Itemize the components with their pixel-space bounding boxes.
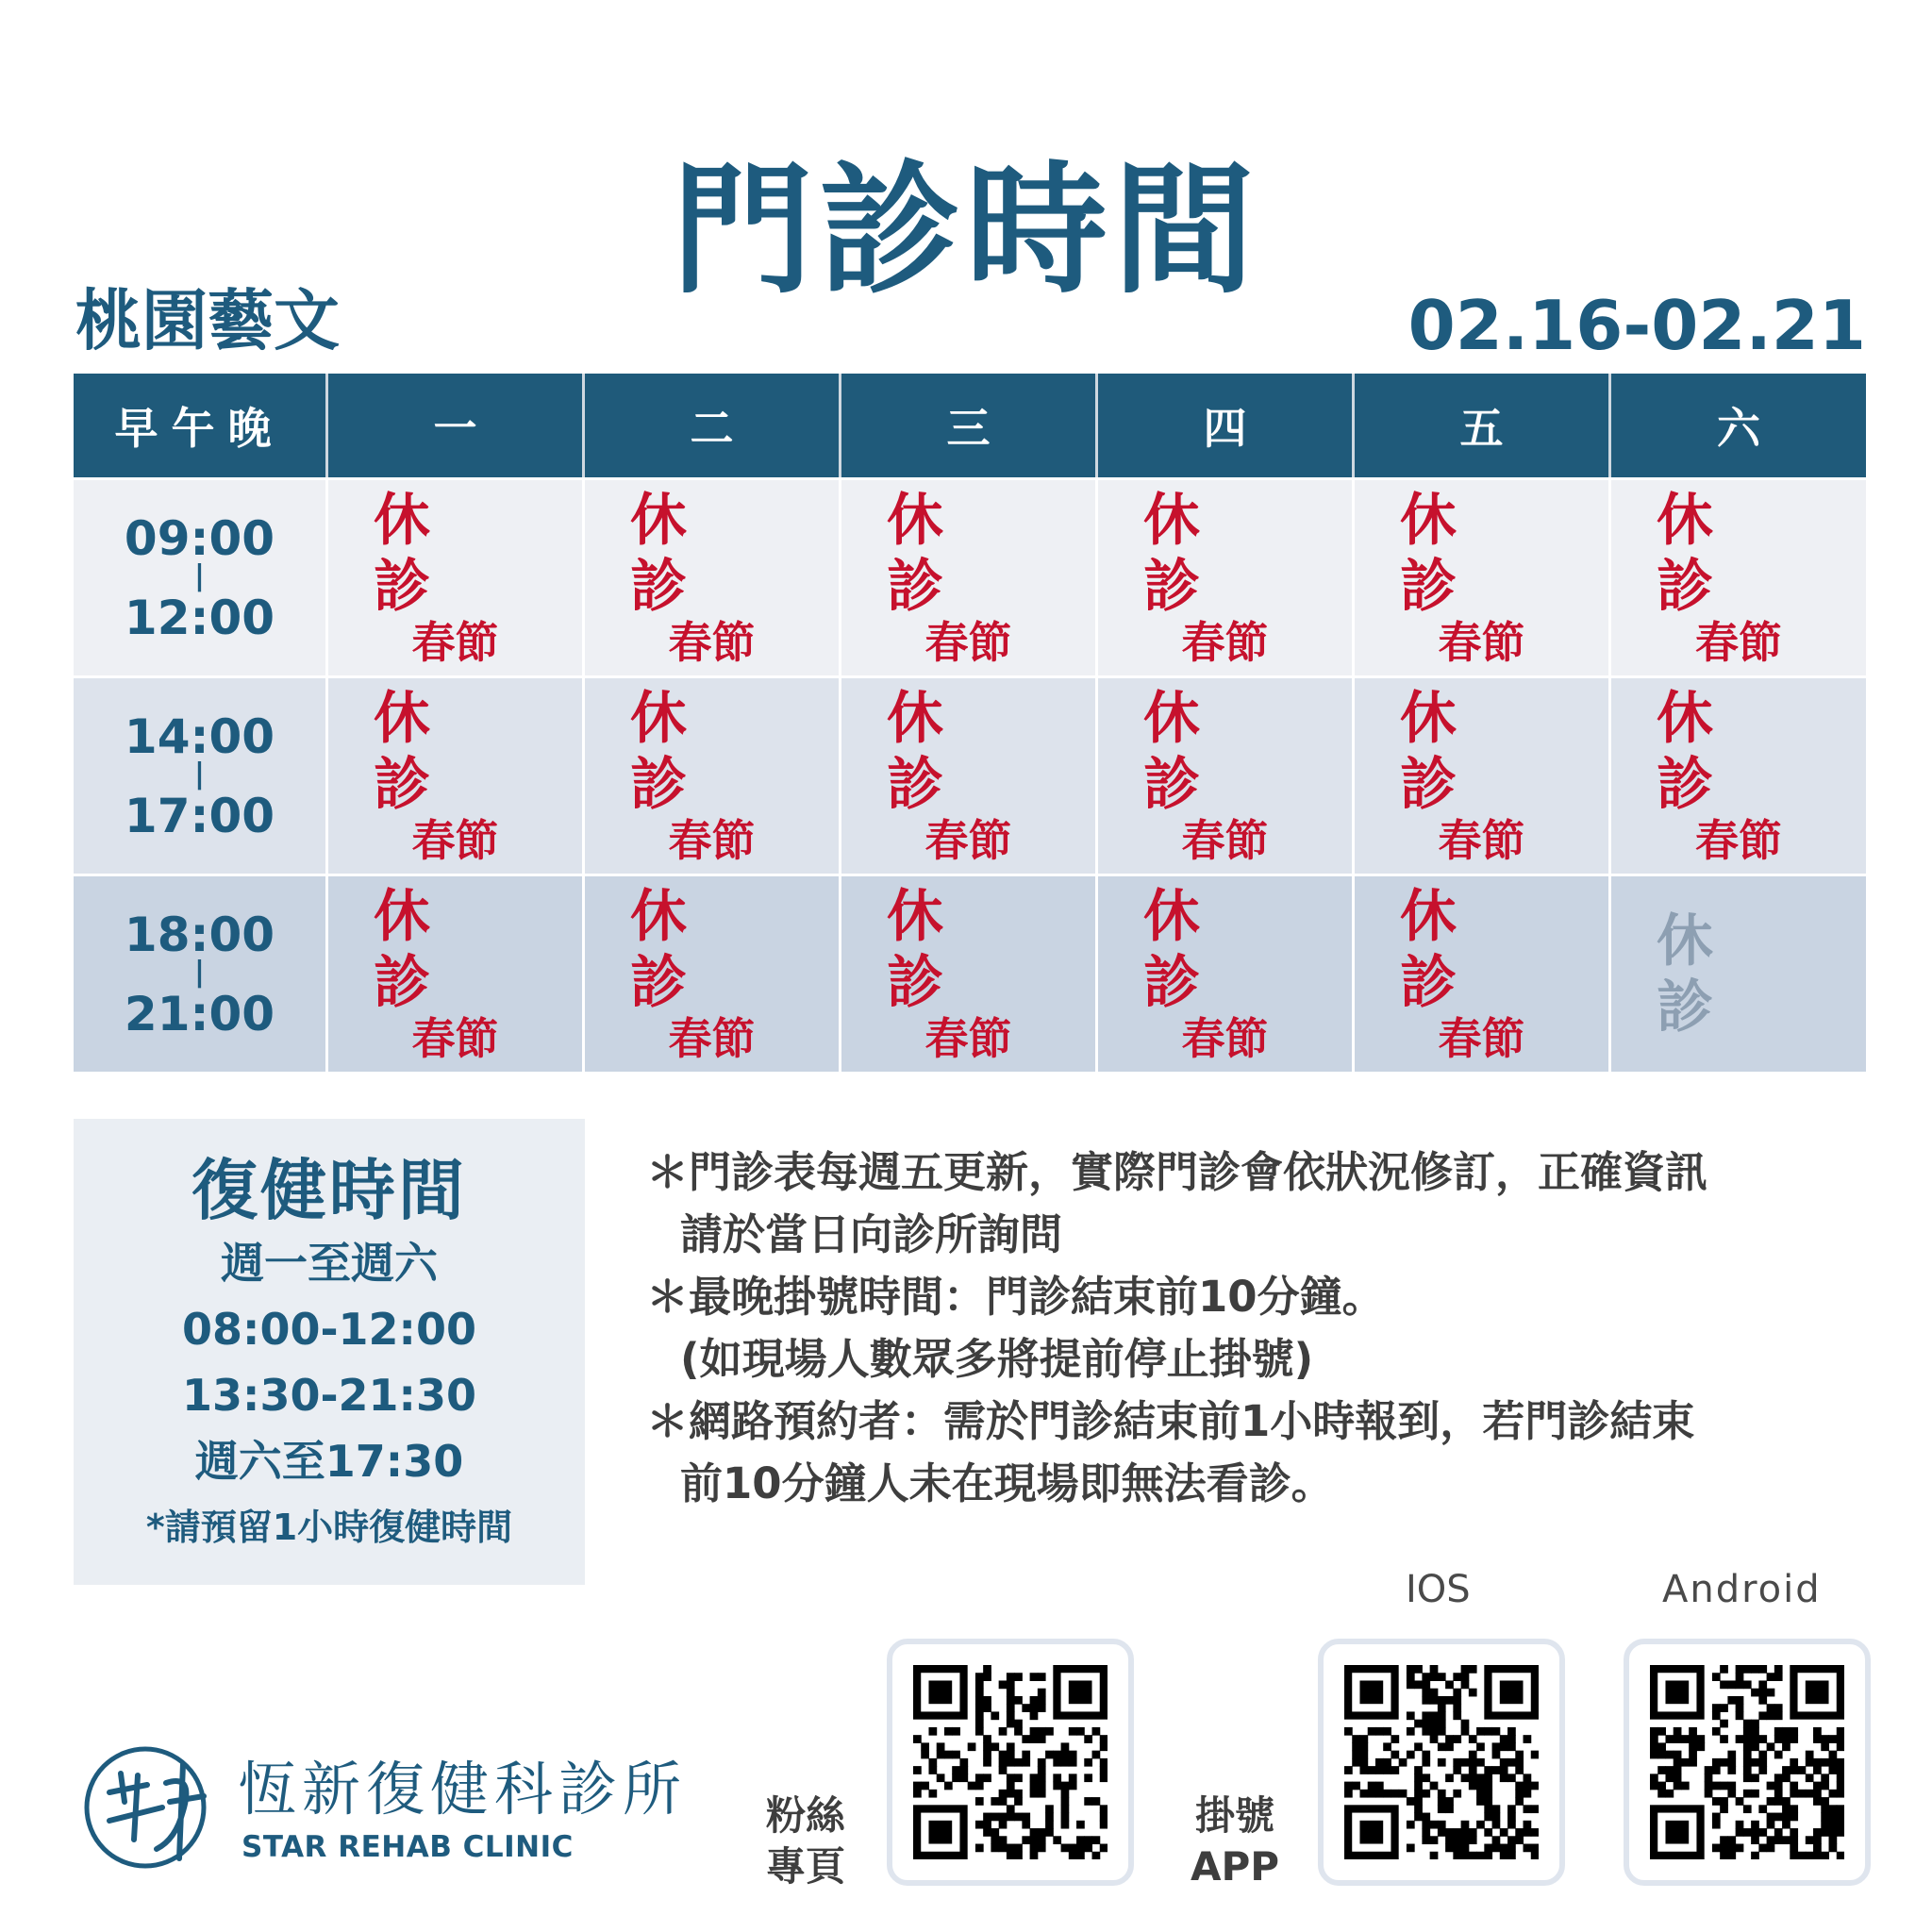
time-slot-cell xyxy=(74,477,328,675)
date-range: 02.16-02.21 xyxy=(1407,286,1866,365)
page-title: 門診時間 xyxy=(671,149,1260,313)
rehab-saturday-hours: 週六至17:30 xyxy=(194,1436,464,1487)
schedule-cell xyxy=(1611,675,1866,874)
schedule-cell xyxy=(585,477,841,675)
time-separator: | xyxy=(194,955,205,989)
schedule-cell xyxy=(1355,874,1611,1072)
schedule-table xyxy=(74,374,1866,1074)
notice-update: ＊門診表每週五更新，實際門診會依狀況修訂，正確資訊 xyxy=(646,1147,1708,1197)
fans-page-label: 粉絲 專頁 xyxy=(766,1792,846,1890)
closed-status: 休 診 xyxy=(1657,908,1758,1041)
time-separator: | xyxy=(194,558,205,592)
schedule-header-day: 一 xyxy=(328,374,585,477)
schedule-cell xyxy=(841,675,1098,874)
closure-reason: 春節 xyxy=(1181,616,1269,668)
clinic-name-en: STAR REHAB CLINIC xyxy=(242,1830,574,1864)
notice-online-booking: ＊網路預約者：需於門診結束前1小時報到，若門診結束 xyxy=(646,1396,1695,1446)
schedule-cell xyxy=(585,874,841,1072)
closed-status: 休 診 xyxy=(1400,685,1502,818)
rehab-note: *請預留1小時復健時間 xyxy=(145,1507,513,1548)
closed-status: 休 診 xyxy=(630,685,732,818)
branch-name: 桃園藝文 xyxy=(75,282,340,359)
schedule-header-day: 五 xyxy=(1355,374,1611,477)
time-start: 09:00 xyxy=(124,510,275,566)
clinic-logo-icon xyxy=(72,1736,223,1877)
closed-status: 休 診 xyxy=(1143,487,1245,620)
time-end: 12:00 xyxy=(124,590,275,645)
closed-status: 休 診 xyxy=(1657,685,1758,818)
closed-status: 休 診 xyxy=(374,883,475,1016)
closure-reason: 春節 xyxy=(668,814,756,866)
rehab-hours-box xyxy=(74,1119,585,1585)
schedule-header-day: 二 xyxy=(585,374,841,477)
schedule-header-period: 早午晚 xyxy=(74,374,328,477)
time-slot-label xyxy=(124,708,275,843)
closed-status: 休 診 xyxy=(1400,883,1502,1016)
schedule-cell xyxy=(1098,477,1355,675)
time-end: 21:00 xyxy=(124,986,275,1041)
schedule-cell xyxy=(1098,675,1355,874)
closure-reason: 春節 xyxy=(1181,814,1269,866)
rehab-days: 週一至週六 xyxy=(221,1238,438,1289)
closure-reason: 春節 xyxy=(924,814,1012,866)
closure-reason: 春節 xyxy=(924,616,1012,668)
schedule-header-day: 六 xyxy=(1611,374,1866,477)
schedule-cell xyxy=(328,675,585,874)
time-start: 18:00 xyxy=(124,907,275,962)
notice-registration-cont: (如現場人數眾多將提前停止掛號) xyxy=(680,1334,1314,1384)
time-end: 17:00 xyxy=(124,788,275,843)
closed-status: 休 診 xyxy=(887,685,989,818)
closed-status: 休 診 xyxy=(1143,685,1245,818)
closed-status: 休 診 xyxy=(1400,487,1502,620)
closure-reason: 春節 xyxy=(411,616,499,668)
schedule-cell xyxy=(1611,477,1866,675)
rehab-afternoon-hours: 13:30-21:30 xyxy=(182,1370,476,1421)
closure-reason: 春節 xyxy=(1438,616,1525,668)
closure-reason: 春節 xyxy=(924,1012,1012,1064)
ios-label: IOS xyxy=(1406,1568,1471,1611)
closure-reason: 春節 xyxy=(1695,616,1782,668)
rehab-morning-hours: 08:00-12:00 xyxy=(182,1304,476,1355)
android-label: Android xyxy=(1662,1568,1822,1611)
time-separator: | xyxy=(194,757,205,791)
time-slot-label xyxy=(124,907,275,1041)
closure-reason: 春節 xyxy=(1695,814,1782,866)
closure-reason: 春節 xyxy=(411,1012,499,1064)
closure-reason: 春節 xyxy=(1181,1012,1269,1064)
rehab-title: 復健時間 xyxy=(192,1152,467,1229)
app-label: 掛號 APP xyxy=(1191,1792,1280,1890)
qr-code-icon xyxy=(1344,1665,1539,1859)
closed-status: 休 診 xyxy=(630,487,732,620)
schedule-header-day: 四 xyxy=(1098,374,1355,477)
closure-reason: 春節 xyxy=(1438,814,1525,866)
closed-status: 休 診 xyxy=(887,883,989,1016)
schedule-cell xyxy=(841,874,1098,1072)
notice-registration: ＊最晚掛號時間：門診結束前10分鐘。 xyxy=(646,1272,1385,1322)
android-app-qr-code[interactable] xyxy=(1624,1639,1871,1886)
closed-status: 休 診 xyxy=(1657,487,1758,620)
schedule-header-day: 三 xyxy=(841,374,1098,477)
schedule-cell xyxy=(585,675,841,874)
time-start: 14:00 xyxy=(124,708,275,764)
schedule-cell xyxy=(841,477,1098,675)
time-slot-cell xyxy=(74,675,328,874)
schedule-cell xyxy=(328,874,585,1072)
schedule-cell xyxy=(1355,477,1611,675)
closed-status: 休 診 xyxy=(374,487,475,620)
time-slot-label xyxy=(124,510,275,645)
schedule-cell xyxy=(1355,675,1611,874)
closure-reason: 春節 xyxy=(668,1012,756,1064)
ios-app-qr-code[interactable] xyxy=(1318,1639,1565,1886)
time-slot-cell xyxy=(74,874,328,1072)
closure-reason: 春節 xyxy=(668,616,756,668)
qr-code-icon xyxy=(913,1665,1108,1859)
schedule-cell xyxy=(1611,874,1866,1072)
notice-online-booking-cont: 前10分鐘人未在現場即無法看診。 xyxy=(680,1458,1334,1508)
closed-status: 休 診 xyxy=(630,883,732,1016)
qr-code-icon xyxy=(1650,1665,1844,1859)
notice-list xyxy=(646,1141,1873,1515)
clinic-name-cn: 恆新復健科診所 xyxy=(238,1755,688,1824)
schedule-cell xyxy=(328,477,585,675)
closed-status: 休 診 xyxy=(374,685,475,818)
notice-update-cont: 請於當日向診所詢問 xyxy=(680,1209,1063,1259)
fans-page-qr-code[interactable] xyxy=(887,1639,1134,1886)
closure-reason: 春節 xyxy=(1438,1012,1525,1064)
closed-status: 休 診 xyxy=(1143,883,1245,1016)
closed-status: 休 診 xyxy=(887,487,989,620)
schedule-cell xyxy=(1098,874,1355,1072)
closure-reason: 春節 xyxy=(411,814,499,866)
